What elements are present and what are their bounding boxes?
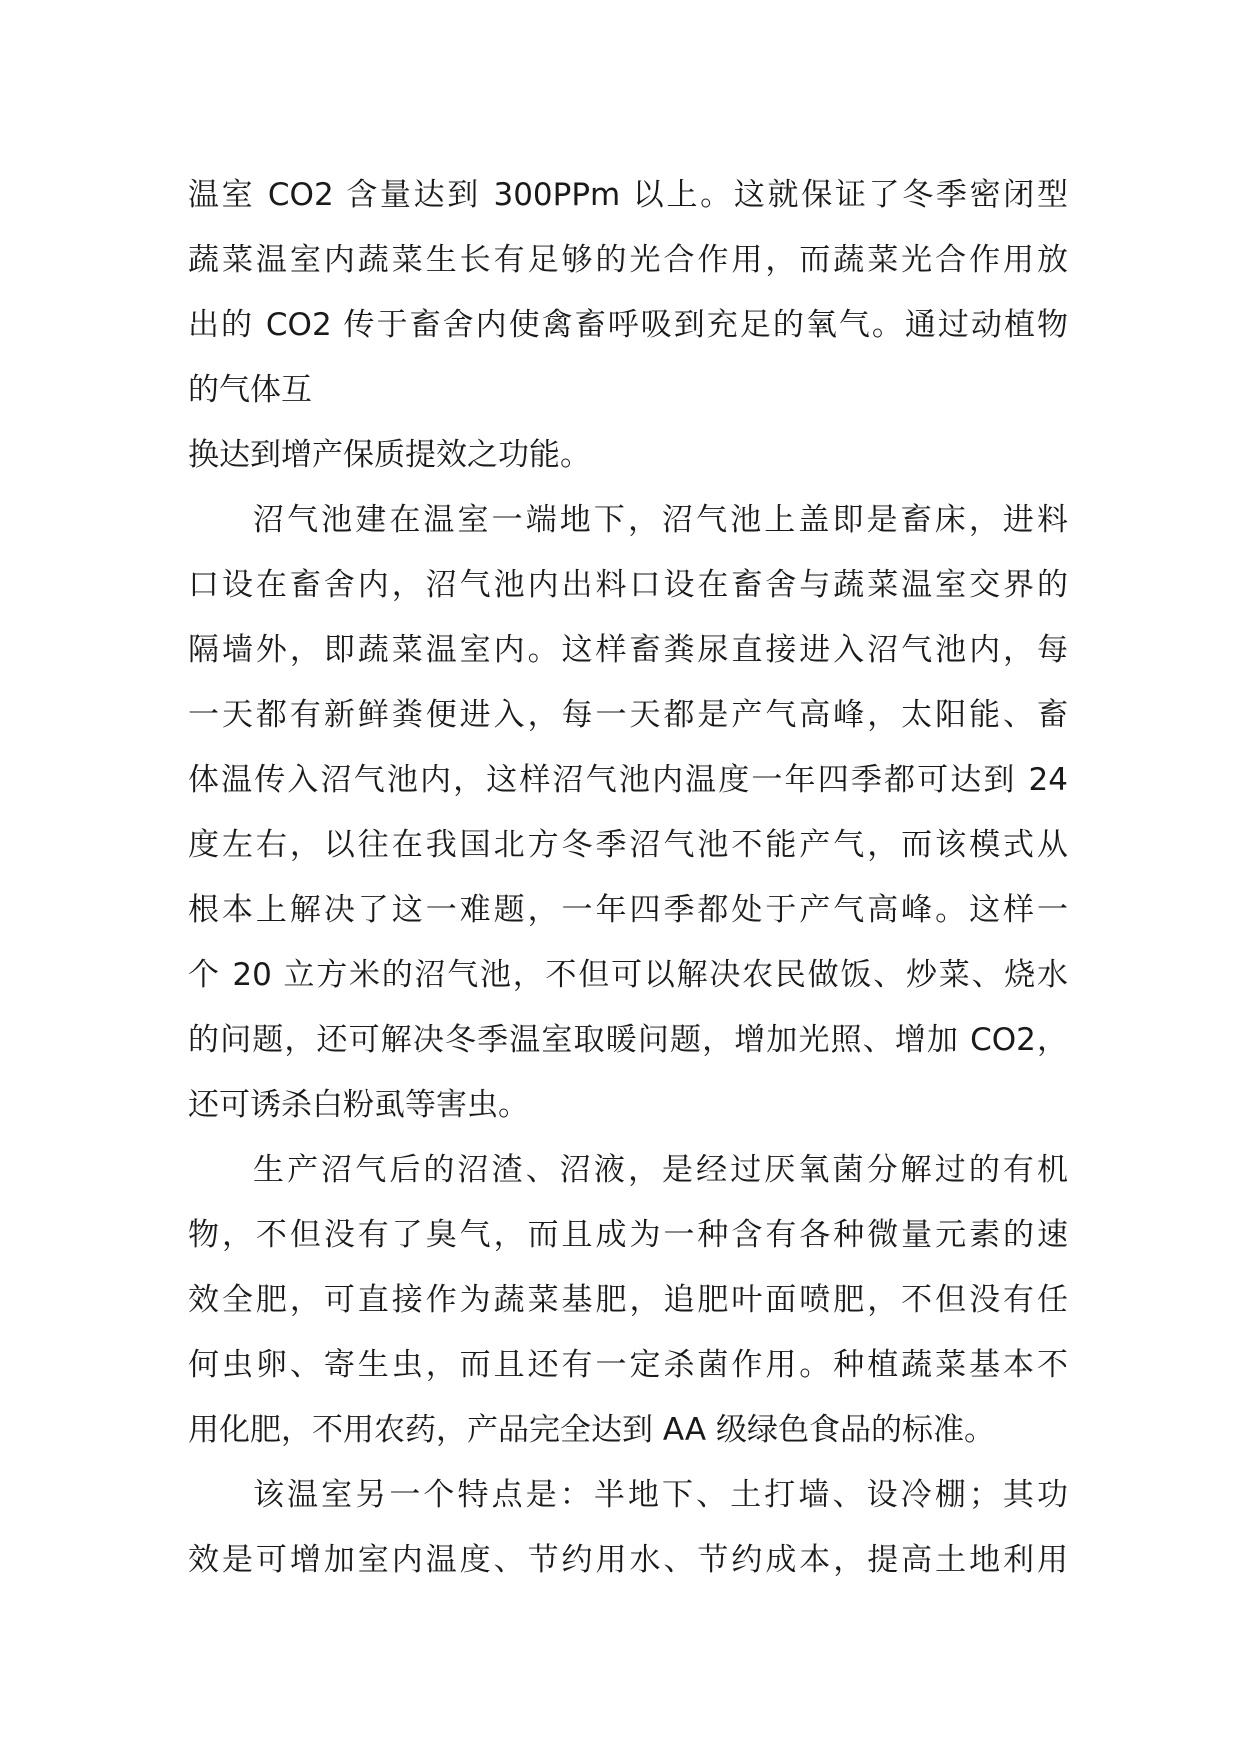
text-line: 蔬菜温室内蔬菜生长有足够的光合作用，而蔬菜光合作用放 — [188, 242, 1068, 278]
text-line: 口设在畜舍内，沼气池内出料口设在畜舍与蔬菜温室交界的 — [188, 567, 1068, 603]
text-line: 用化肥，不用农药，产品完全达到 AA 级绿色食品的标准。 — [188, 1412, 995, 1448]
text-line: 生产沼气后的沼渣、沼液，是经过厌氧菌分解过的有机 — [253, 1152, 1068, 1188]
text-line: 度左右，以往在我国北方冬季沼气池不能产气，而该模式从 — [188, 827, 1068, 863]
text-line: 的问题，还可解决冬季温室取暖问题，增加光照、增加 CO2， — [188, 1022, 1068, 1058]
text-line: 物，不但没有了臭气，而且成为一种含有各种微量元素的速 — [188, 1217, 1068, 1253]
text-line: 换达到增产保质提效之功能。 — [188, 437, 591, 473]
text-line: 的气体互 — [188, 372, 312, 408]
text-line: 还可诱杀白粉虱等害虫。 — [188, 1087, 529, 1123]
text-line: 何虫卵、寄生虫，而且还有一定杀菌作用。种植蔬菜基本不 — [188, 1347, 1068, 1383]
text-line: 该温室另一个特点是：半地下、土打墙、设冷棚；其功 — [253, 1477, 1068, 1513]
text-line: 效是可增加室内温度、节约用水、节约成本，提高土地利用 — [188, 1542, 1068, 1578]
text-line: 一天都有新鲜粪便进入，每一天都是产气高峰，太阳能、畜 — [188, 697, 1068, 733]
text-line: 效全肥，可直接作为蔬菜基肥，追肥叶面喷肥，不但没有任 — [188, 1282, 1068, 1318]
text-line: 隔墙外，即蔬菜温室内。这样畜粪尿直接进入沼气池内，每 — [188, 632, 1068, 668]
body-text — [188, 163, 1068, 1593]
text-line: 个 20 立方米的沼气池，不但可以解决农民做饭、炒菜、烧水 — [188, 957, 1068, 993]
text-line: 根本上解决了这一难题，一年四季都处于产气高峰。这样一 — [188, 892, 1068, 928]
text-line: 温室 CO2 含量达到 300PPm 以上。这就保证了冬季密闭型 — [188, 177, 1068, 213]
text-line: 沼气池建在温室一端地下，沼气池上盖即是畜床，进料 — [253, 502, 1068, 538]
text-line: 出的 CO2 传于畜舍内使禽畜呼吸到充足的氧气。通过动植物 — [188, 307, 1068, 343]
text-line: 体温传入沼气池内，这样沼气池内温度一年四季都可达到 24 — [188, 762, 1068, 798]
